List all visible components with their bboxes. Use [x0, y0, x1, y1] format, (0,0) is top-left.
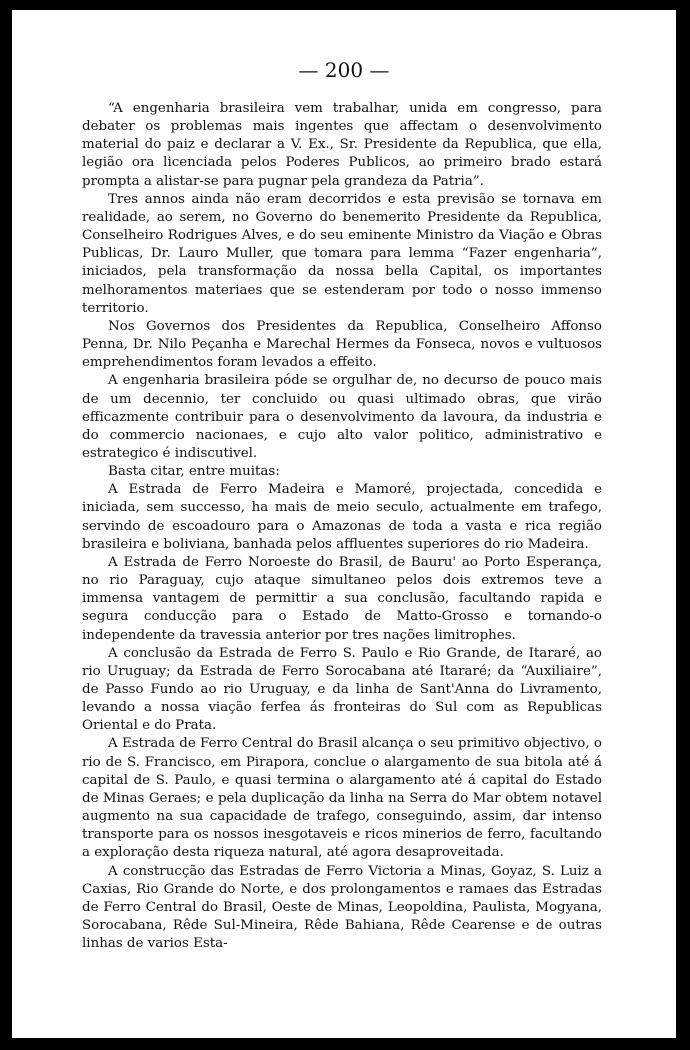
page-number: — 200 —	[298, 58, 390, 82]
paragraph: Nos Governos dos Presidentes da Republica, Conselheiro Affonso Penna, Dr. Nilo Peçanha e Marechal Hermes da Fonseca, novos e vultuosos emprehendimentos foram levados a effeito.	[82, 318, 602, 371]
paragraph: A construcção das Estradas de Ferro Victoria a Minas, Goyaz, S. Luiz a Caxias, Rio Grande do Norte, e dos prolongamentos e ramaes das Estradas de Ferro Central do Brasil, Oeste de Minas, Leopoldina, Paulista, Mogyana, Sorocabana, Rêde Sul-Mineira, Rêde Bahiana, Rêde Cearense e de outras linhas de varios Esta-	[82, 863, 602, 952]
paragraph: A Estrada de Ferro Central do Brasil alcança o seu primitivo objectivo, o rio de S. Francisco, em Pirapora, conclue o alargamento de sua bitola até á capital de S. Paulo, e quasi termina o alargamento até á capital do Estado de Minas Geraes; e pela duplicação da linha na Serra do Mar obtem notavel augmento na sua capacidade de trafego, conseguindo, assim, dar intenso transporte para os nossos inesgotaveis e ricos minerios de ferro, facultando a exploração desta riqueza natural, até agora desaproveitada.	[82, 736, 602, 861]
paragraph: A engenharia brasileira póde se orgulhar de, no decurso de pouco mais de um decennio, ter concluido ou quasi ultimado obras, que virão efficazmente contribuir para o desenvolvimento da lavoura, da industria e do commercio nacionaes, e cujo alto valor politico, administrativo e estrategico é indiscutivel.	[82, 373, 602, 461]
paragraph: A Estrada de Ferro Madeira e Mamoré, projectada, concedida e iniciada, sem successo, ha mais de meio seculo, actualmente em trafego, servindo de escoadouro para o Amazonas de toda a vasta e rica região brasileira e boliviana, banhada pelos affluentes superiores do rio Madeira.	[82, 482, 602, 552]
paragraph: A conclusão da Estrada de Ferro S. Paulo e Rio Grande, de Itararé, ao rio Uruguay; da Estrada de Ferro Sorocabana até Itararé; da “Auxiliaire”, de Passo Fundo ao rio Uruguay, e da linha de Sant'Anna do Livramento, levando a nossa viação ferfea ás fronteiras do Sul com as Republicas Oriental e do Prata.	[82, 645, 602, 734]
paragraph: Tres annos ainda não eram decorridos e esta previsão se tornava em realidade, ao serem, no Governo do benemerito Presidente da Republica, Conselheiro Rodrigues Alves, e do seu eminente Ministro da Viação e Obras Publicas, Dr. Lauro Muller, que tomara para lemma “Fazer engenharia”, iniciados, pela transformação da nossa bella Capital, os importantes melhoramentos materiaes que se estenderam por todo o nosso immenso territorio.	[82, 191, 602, 316]
paragraph: Basta citar, entre muitas:	[108, 464, 280, 480]
body-text	[82, 100, 602, 953]
paragraph: A Estrada de Ferro Noroeste do Brasil, de Bauru' ao Porto Esperança, no rio Paraguay, cujo ataque simultaneo pelos dois extremos teve a immensa vantagem de permittir a sua conclusão, facultando rapida e segura conducção para o Estado de Matto-Grosso e tornando-o independente da travessia anterior por tres nações limitrophes.	[82, 554, 602, 643]
paragraph-quote: “A engenharia brasileira vem trabalhar, unida em congresso, para debater os problemas mais ingentes que affectam o desenvolvimento material do paiz e declarar a V. Ex., Sr. Presidente da Republica, que ella, legião ora licenciada pelos Poderes Publicos, ao primeiro brado estará prompta a alistar-se para pugnar pela grandeza da Patria”.	[82, 101, 602, 189]
book-page	[12, 10, 676, 1038]
